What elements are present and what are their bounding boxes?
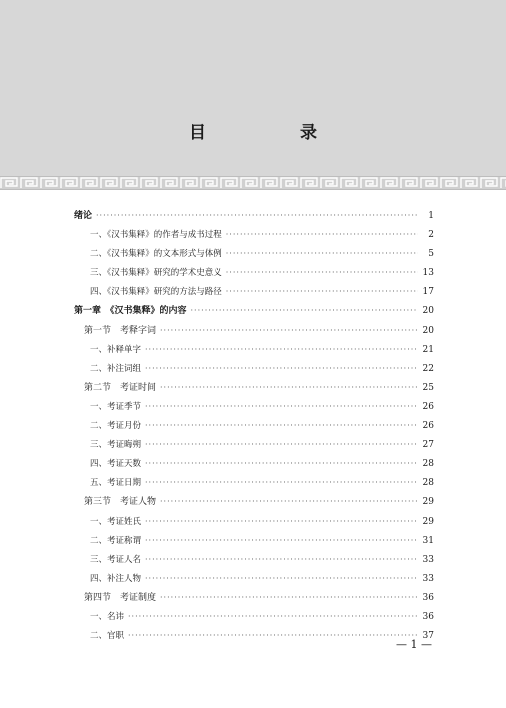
- toc-entry[interactable]: [74, 263, 434, 282]
- toc-leader-dots: [145, 435, 418, 454]
- toc-entry-page: 29: [422, 497, 434, 508]
- toc-entry[interactable]: [74, 321, 434, 340]
- toc-entry[interactable]: [74, 206, 434, 225]
- toc-entry[interactable]: [74, 550, 434, 569]
- header-band: [0, 0, 506, 190]
- toc-entry-label: 二、官职: [90, 631, 125, 642]
- toc-entry[interactable]: [74, 626, 434, 645]
- toc-entry-page: 28: [422, 478, 434, 489]
- toc-entry[interactable]: [74, 473, 434, 492]
- toc-entry-label: 一、名讳: [90, 611, 125, 622]
- toc-entry-page: 20: [422, 325, 434, 336]
- toc-entry[interactable]: [74, 588, 434, 607]
- toc-entry-label: 四、补注人物: [90, 573, 142, 584]
- toc-entry-page: 36: [422, 592, 434, 603]
- toc-entry[interactable]: [74, 569, 434, 588]
- table-of-contents: [74, 206, 434, 645]
- toc-leader-dots: [226, 225, 418, 244]
- toc-entry[interactable]: [74, 301, 434, 320]
- toc-leader-dots: [160, 321, 418, 340]
- toc-entry-page: 37: [422, 631, 434, 642]
- toc-entry-page: 26: [422, 401, 434, 412]
- toc-entry-page: 1: [428, 211, 434, 221]
- toc-entry-page: 33: [422, 554, 434, 565]
- meander-border: [0, 176, 506, 190]
- toc-entry[interactable]: [74, 435, 434, 454]
- toc-leader-dots: [226, 263, 418, 282]
- toc-entry-label: 三、考证人名: [90, 554, 142, 565]
- toc-entry[interactable]: [74, 454, 434, 473]
- toc-entry-label: 四、《汉书集释》研究的方法与路径: [90, 287, 222, 298]
- toc-entry[interactable]: [74, 397, 434, 416]
- toc-leader-dots: [128, 607, 418, 626]
- toc-entry-label: 第一章 《汉书集释》的内容: [74, 306, 187, 317]
- toc-leader-dots: [145, 569, 418, 588]
- toc-entry-label: 第二节 考证时间: [84, 382, 157, 393]
- toc-entry-label: 二、考证称谓: [90, 535, 142, 546]
- toc-entry-page: 28: [422, 459, 434, 470]
- toc-entry-label: 一、《汉书集释》的作者与成书过程: [90, 230, 222, 241]
- toc-entry-label: 五、考证日期: [90, 478, 142, 489]
- toc-entry[interactable]: [74, 282, 434, 301]
- toc-entry-page: 33: [422, 573, 434, 584]
- toc-leader-dots: [160, 378, 418, 397]
- toc-entry-page: 25: [422, 382, 434, 393]
- toc-entry-page: 31: [422, 535, 434, 546]
- toc-entry-page: 36: [422, 611, 434, 622]
- toc-entry[interactable]: [74, 225, 434, 244]
- toc-entry-page: 17: [422, 287, 434, 298]
- toc-entry[interactable]: [74, 378, 434, 397]
- page-number: — 1 —: [396, 638, 432, 651]
- toc-leader-dots: [160, 588, 418, 607]
- toc-entry[interactable]: [74, 416, 434, 435]
- toc-leader-dots: [145, 512, 418, 531]
- toc-entry-label: 四、考证天数: [90, 459, 142, 470]
- toc-entry-label: 三、考证晦朔: [90, 440, 142, 451]
- toc-entry-label: 一、考证姓氏: [90, 516, 142, 527]
- toc-leader-dots: [96, 206, 418, 225]
- toc-leader-dots: [145, 359, 418, 378]
- toc-leader-dots: [226, 282, 418, 301]
- toc-entry[interactable]: [74, 492, 434, 511]
- toc-entry-page: 27: [422, 440, 434, 451]
- toc-entry[interactable]: [74, 512, 434, 531]
- toc-entry-label: 一、考证季节: [90, 401, 142, 412]
- toc-entry[interactable]: [74, 531, 434, 550]
- toc-entry-label: 第四节 考证制度: [84, 592, 157, 603]
- toc-leader-dots: [145, 454, 418, 473]
- toc-leader-dots: [226, 244, 418, 263]
- toc-leader-dots: [145, 416, 418, 435]
- toc-entry-page: 29: [422, 516, 434, 527]
- page-title: 目 录: [189, 123, 361, 143]
- toc-leader-dots: [145, 397, 418, 416]
- toc-entry-page: 5: [428, 249, 434, 260]
- toc-entry-page: 21: [422, 344, 434, 355]
- toc-entry-page: 13: [422, 268, 434, 279]
- toc-entry-label: 绪论: [74, 211, 93, 221]
- toc-leader-dots: [145, 550, 418, 569]
- toc-entry-page: 20: [422, 306, 434, 317]
- toc-leader-dots: [160, 492, 418, 511]
- toc-leader-dots: [145, 473, 418, 492]
- toc-entry[interactable]: [74, 359, 434, 378]
- toc-entry-label: 二、补注词组: [90, 363, 142, 374]
- toc-entry-label: 三、《汉书集释》研究的学术史意义: [90, 268, 222, 279]
- toc-entry-label: 一、补释单字: [90, 344, 142, 355]
- toc-entry-label: 二、考证月份: [90, 421, 142, 432]
- toc-entry[interactable]: [74, 244, 434, 263]
- toc-entry[interactable]: [74, 340, 434, 359]
- toc-entry-label: 第三节 考证人物: [84, 497, 157, 508]
- toc-leader-dots: [145, 531, 418, 550]
- toc-entry-page: 26: [422, 421, 434, 432]
- toc-entry-label: 二、《汉书集释》的文本形式与体例: [90, 249, 222, 260]
- toc-leader-dots: [191, 301, 418, 320]
- toc-leader-dots: [145, 340, 418, 359]
- toc-entry-page: 2: [428, 230, 434, 241]
- toc-entry-page: 22: [422, 363, 434, 374]
- toc-entry-label: 第一节 考释字词: [84, 325, 157, 336]
- toc-entry[interactable]: [74, 607, 434, 626]
- toc-leader-dots: [128, 626, 418, 645]
